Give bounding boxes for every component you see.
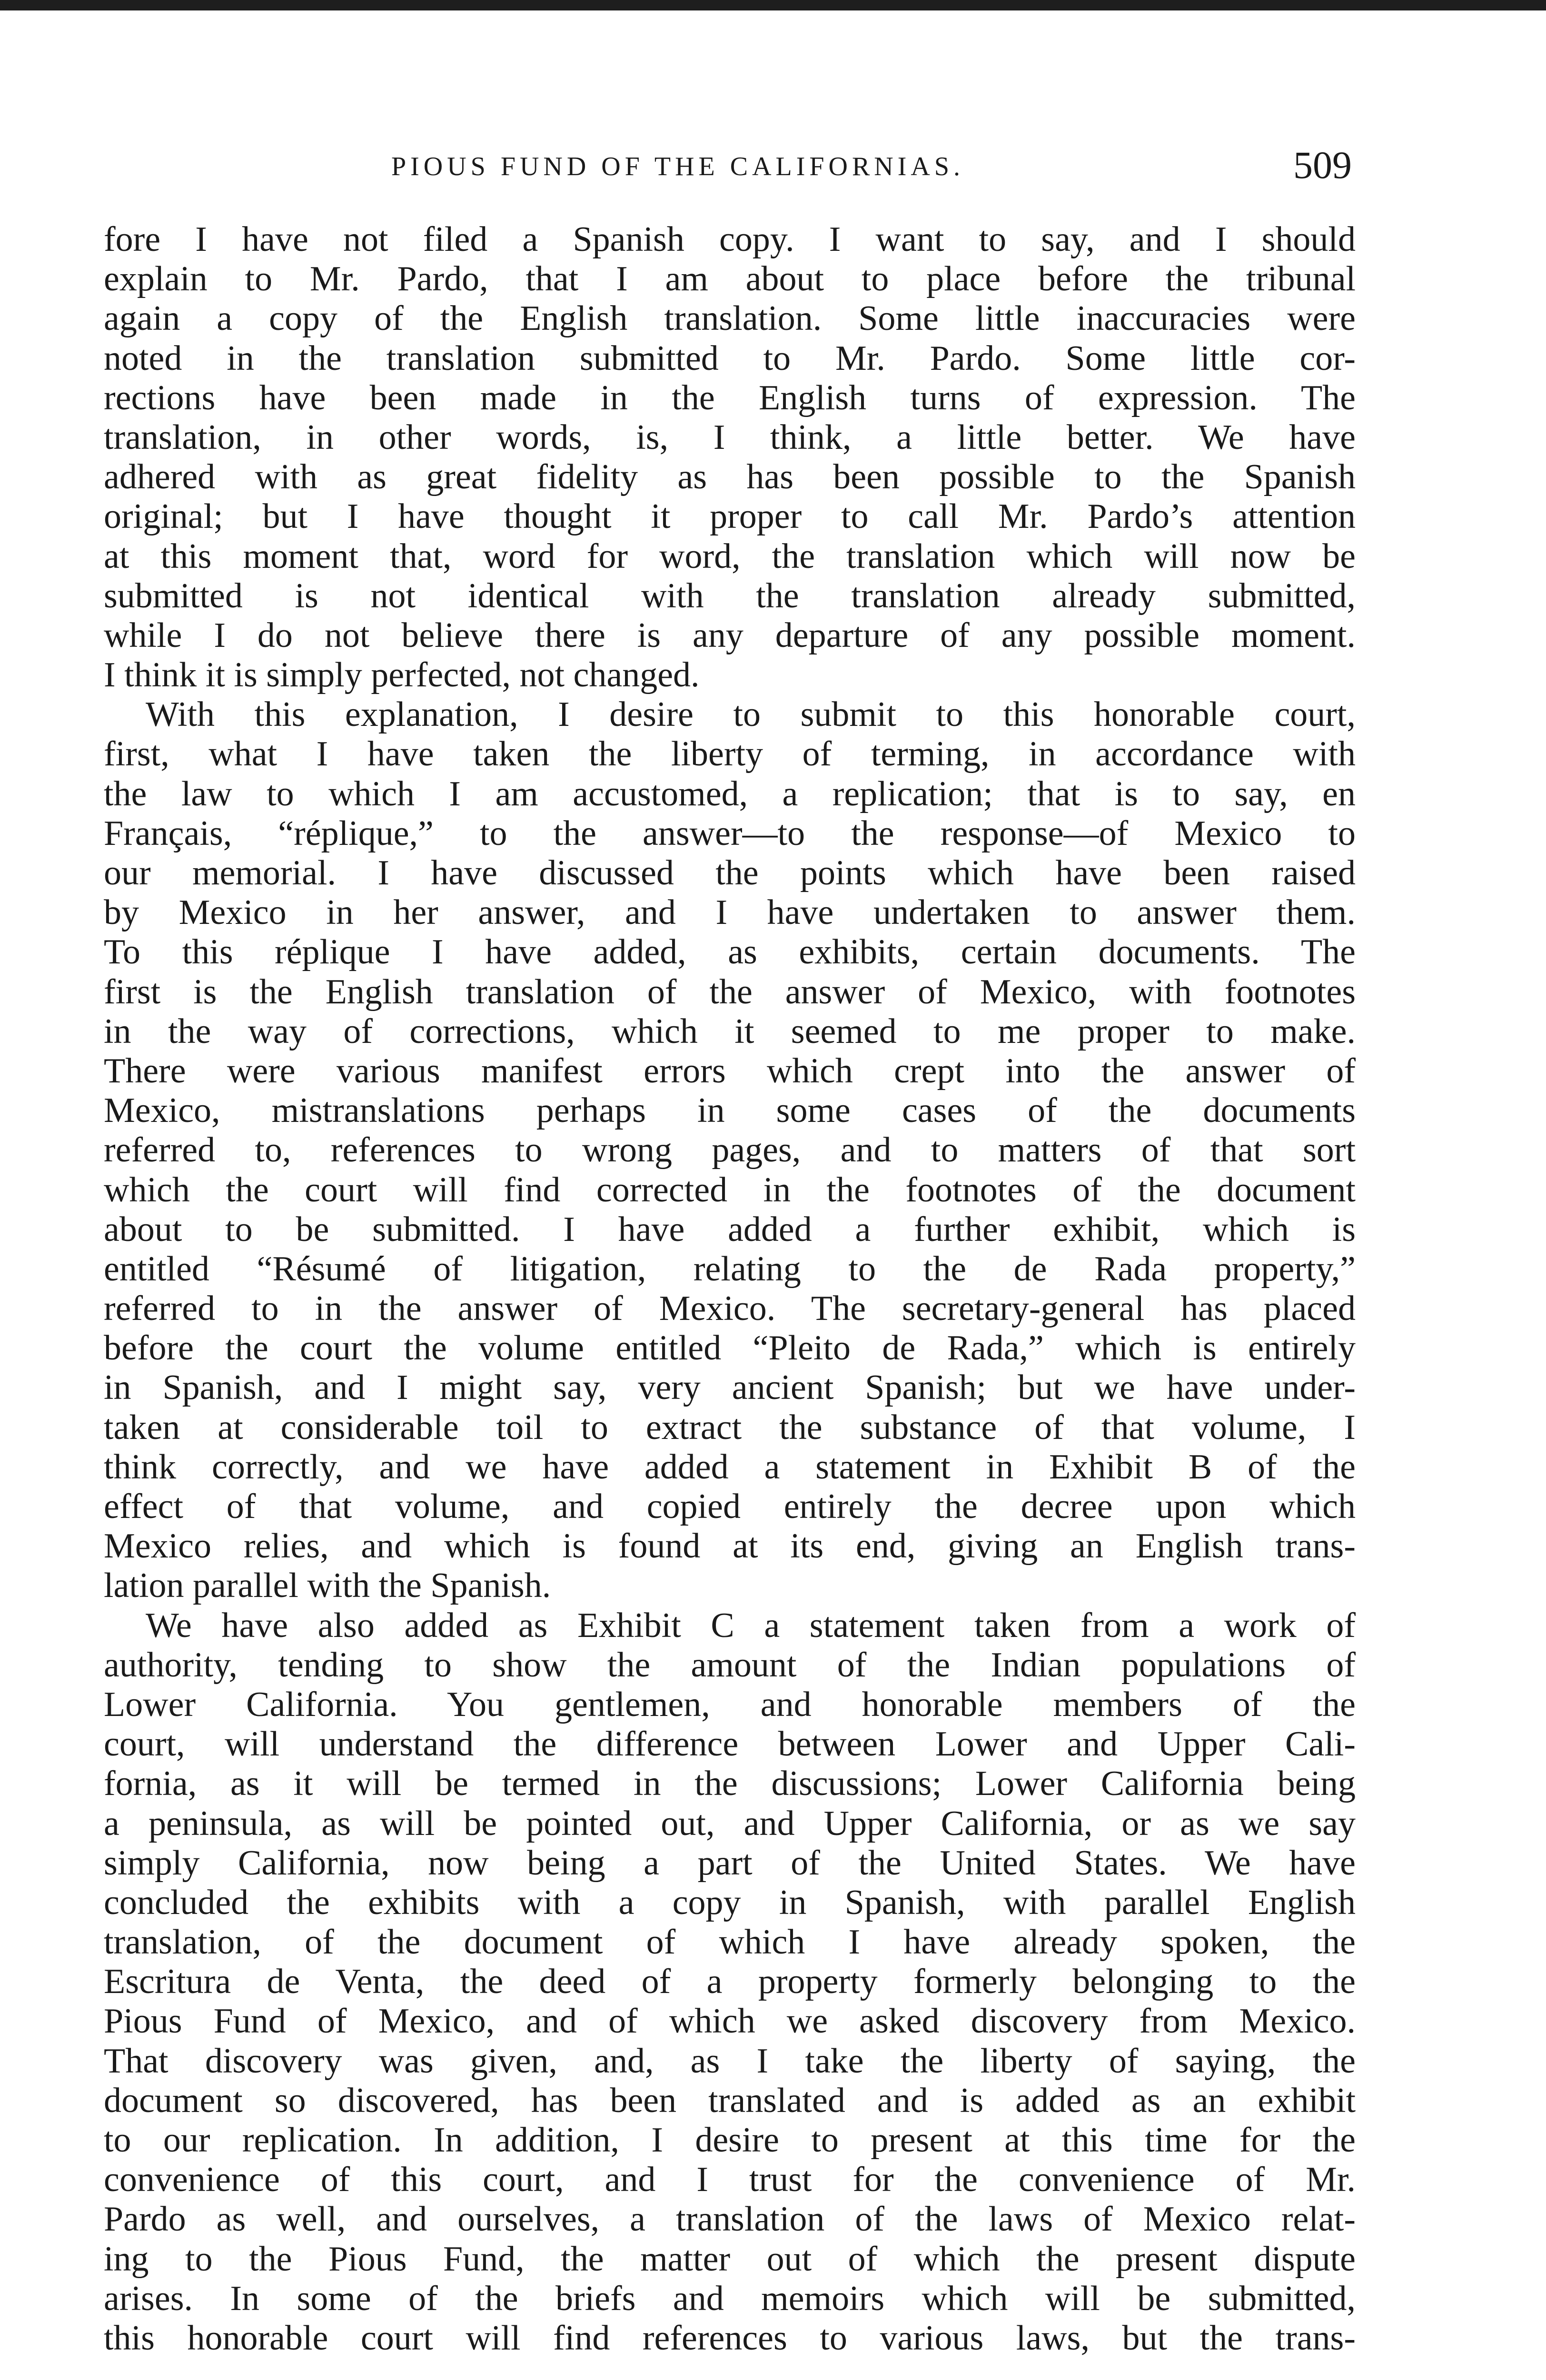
text-line: I think it is simply perfected, not changed. <box>104 655 700 695</box>
text-line: Lower California. You gentlemen, and honorable members of the <box>104 1685 1356 1724</box>
text-line: ing to the Pious Fund, the matter out of which the present dispute <box>104 2239 1356 2279</box>
text-line: in Spanish, and I might say, very ancient Spanish; but we have under- <box>104 1368 1356 1408</box>
text-line: taken at considerable toil to extract the substance of that volume, I <box>104 1408 1356 1447</box>
body-text <box>104 220 1356 2358</box>
text-line: think correctly, and we have added a statement in Exhibit B of the <box>104 1447 1356 1487</box>
text-line: first is the English translation of the answer of Mexico, with footnotes <box>104 972 1356 1012</box>
text-line: arises. In some of the briefs and memoirs which will be submitted, <box>104 2279 1356 2318</box>
text-line: simply California, now being a part of the United States. We have <box>104 1843 1356 1883</box>
text-line: while I do not believe there is any departure of any possible moment. <box>104 615 1356 655</box>
text-line: court, will understand the difference between Lower and Upper Cali- <box>104 1725 1356 1764</box>
text-line: lation parallel with the Spanish. <box>104 1566 551 1606</box>
text-line: That discovery was given, and, as I take the liberty of saying, the <box>104 2041 1356 2081</box>
text-line: We have also added as Exhibit C a statement taken from a work of <box>146 1606 1356 1645</box>
text-line: in the way of corrections, which it seemed to me proper to make. <box>104 1012 1356 1051</box>
text-line: With this explanation, I desire to submit to this honorable court, <box>146 695 1356 734</box>
page-number: 509 <box>1293 143 1352 187</box>
text-line: translation, in other words, is, I think, a little better. We have <box>104 417 1356 457</box>
text-line: rections have been made in the English turns of expression. The <box>104 378 1356 417</box>
text-line: fore I have not filed a Spanish copy. I want to say, and I should <box>104 220 1356 259</box>
page-header <box>100 143 1357 195</box>
text-line: adhered with as great fidelity as has been possible to the Spanish <box>104 457 1356 497</box>
text-line: effect of that volume, and copied entirely the decree upon which <box>104 1487 1356 1526</box>
text-line: before the court the volume entitled “Pleito de Rada,” which is entirely <box>104 1329 1356 1368</box>
text-line: Mexico, mistranslations perhaps in some cases of the documents <box>104 1091 1356 1130</box>
text-line: convenience of this court, and I trust for the convenience of Mr. <box>104 2160 1356 2200</box>
text-line: to our replication. In addition, I desire to present at this time for the <box>104 2121 1356 2160</box>
text-line: translation, of the document of which I have already spoken, the <box>104 1923 1356 1962</box>
text-line: this honorable court will find references to various laws, but the trans- <box>104 2318 1356 2358</box>
text-line: authority, tending to show the amount of the Indian populations of <box>104 1645 1356 1685</box>
top-edge-rule <box>0 0 1546 10</box>
text-line: submitted is not identical with the translation already submitted, <box>104 576 1356 615</box>
text-line: entitled “Résumé of litigation, relating to the de Rada property,” <box>104 1249 1356 1289</box>
text-line: referred to in the answer of Mexico. The secretary-general has placed <box>104 1289 1356 1329</box>
text-line: explain to Mr. Pardo, that I am about to place before the tribunal <box>104 259 1356 299</box>
text-line: document so discovered, has been translated and is added as an exhibit <box>104 2081 1356 2120</box>
text-line: Mexico relies, and which is found at its end, giving an English trans- <box>104 1527 1356 1566</box>
text-line: Escritura de Venta, the deed of a property formerly belonging to the <box>104 1962 1356 2002</box>
text-line: noted in the translation submitted to Mr. Pardo. Some little cor- <box>104 338 1356 378</box>
running-title: PIOUS FUND OF THE CALIFORNIAS. <box>391 152 964 181</box>
text-line: the law to which I am accustomed, a replication; that is to say, en <box>104 774 1356 813</box>
text-line: about to be submitted. I have added a further exhibit, which is <box>104 1210 1356 1249</box>
text-line: which the court will find corrected in the footnotes of the document <box>104 1170 1356 1210</box>
text-line: at this moment that, word for word, the translation which will now be <box>104 536 1356 576</box>
text-line: Pious Fund of Mexico, and of which we asked discovery from Mexico. <box>104 2002 1356 2041</box>
text-line: fornia, as it will be termed in the discussions; Lower California being <box>104 1764 1356 1804</box>
text-line: referred to, references to wrong pages, and to matters of that sort <box>104 1130 1356 1170</box>
text-line: again a copy of the English translation. Some little inaccuracies were <box>104 299 1356 338</box>
text-line: concluded the exhibits with a copy in Spanish, with parallel English <box>104 1883 1356 1922</box>
text-line: To this réplique I have added, as exhibits, certain documents. The <box>104 932 1356 972</box>
text-line: original; but I have thought it proper to call Mr. Pardo’s attention <box>104 497 1356 536</box>
text-line: There were various manifest errors which crept into the answer of <box>104 1051 1356 1091</box>
text-line: Pardo as well, and ourselves, a translation of the laws of Mexico relat- <box>104 2200 1356 2239</box>
text-line: by Mexico in her answer, and I have undertaken to answer them. <box>104 893 1356 932</box>
text-line: Français, “réplique,” to the answer—to the response—of Mexico to <box>104 813 1356 853</box>
text-line: a peninsula, as will be pointed out, and Upper California, or as we say <box>104 1804 1356 1843</box>
text-line: first, what I have taken the liberty of terming, in accordance with <box>104 734 1356 774</box>
text-line: our memorial. I have discussed the points which have been raised <box>104 853 1356 892</box>
